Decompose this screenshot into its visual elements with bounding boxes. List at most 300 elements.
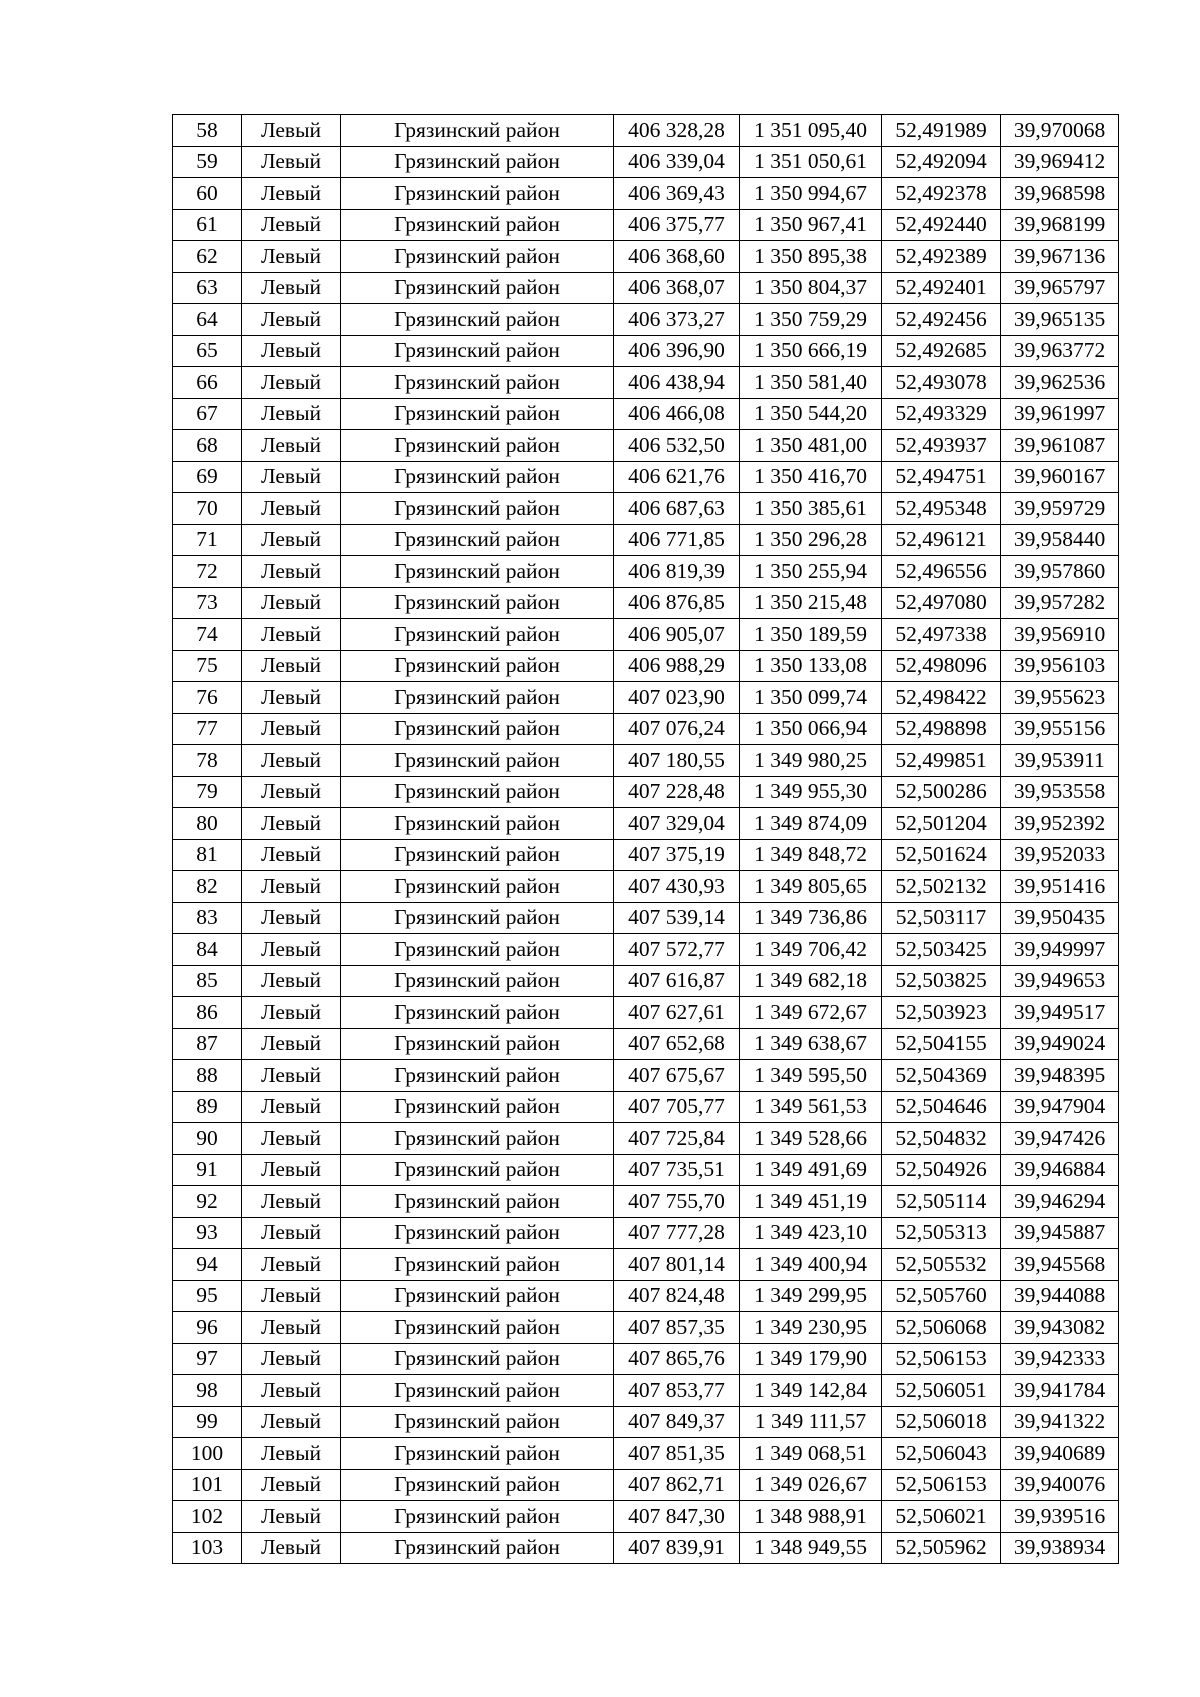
latitude-cell: 52,503825: [882, 965, 1001, 997]
point-number-cell: 83: [173, 902, 242, 934]
district-cell: Грязинский район: [341, 745, 614, 777]
y-coordinate-cell: 1 349 451,19: [740, 1186, 882, 1218]
table-row: [173, 902, 1119, 934]
x-coordinate-cell: 406 438,94: [614, 367, 740, 399]
x-coordinate-cell: 407 572,77: [614, 934, 740, 966]
y-coordinate-cell: 1 349 400,94: [740, 1249, 882, 1281]
latitude-cell: 52,492378: [882, 178, 1001, 210]
district-cell: Грязинский район: [341, 556, 614, 588]
table-row: [173, 304, 1119, 336]
point-number-cell: 102: [173, 1501, 242, 1533]
latitude-cell: 52,503923: [882, 997, 1001, 1029]
table-row: [173, 556, 1119, 588]
x-coordinate-cell: 407 023,90: [614, 682, 740, 714]
side-cell: Левый: [242, 524, 341, 556]
point-number-cell: 85: [173, 965, 242, 997]
longitude-cell: 39,940689: [1001, 1438, 1119, 1470]
district-cell: Грязинский район: [341, 1280, 614, 1312]
longitude-cell: 39,968598: [1001, 178, 1119, 210]
table-row: [173, 1501, 1119, 1533]
x-coordinate-cell: 407 755,70: [614, 1186, 740, 1218]
longitude-cell: 39,938934: [1001, 1532, 1119, 1564]
district-cell: Грязинский район: [341, 619, 614, 651]
side-cell: Левый: [242, 745, 341, 777]
side-cell: Левый: [242, 1249, 341, 1281]
y-coordinate-cell: 1 350 804,37: [740, 272, 882, 304]
side-cell: Левый: [242, 1028, 341, 1060]
y-coordinate-cell: 1 349 561,53: [740, 1091, 882, 1123]
side-cell: Левый: [242, 1312, 341, 1344]
table-row: [173, 524, 1119, 556]
point-number-cell: 87: [173, 1028, 242, 1060]
x-coordinate-cell: 407 865,76: [614, 1343, 740, 1375]
table-row: [173, 1312, 1119, 1344]
table-row: [173, 808, 1119, 840]
y-coordinate-cell: 1 349 299,95: [740, 1280, 882, 1312]
y-coordinate-cell: 1 349 595,50: [740, 1060, 882, 1092]
point-number-cell: 92: [173, 1186, 242, 1218]
table-row: [173, 1091, 1119, 1123]
side-cell: Левый: [242, 682, 341, 714]
y-coordinate-cell: 1 349 638,67: [740, 1028, 882, 1060]
latitude-cell: 52,491989: [882, 115, 1001, 147]
x-coordinate-cell: 406 687,63: [614, 493, 740, 525]
y-coordinate-cell: 1 350 189,59: [740, 619, 882, 651]
table-row: [173, 1217, 1119, 1249]
point-number-cell: 62: [173, 241, 242, 273]
x-coordinate-cell: 407 839,91: [614, 1532, 740, 1564]
y-coordinate-cell: 1 350 895,38: [740, 241, 882, 273]
longitude-cell: 39,944088: [1001, 1280, 1119, 1312]
x-coordinate-cell: 407 847,30: [614, 1501, 740, 1533]
point-number-cell: 65: [173, 335, 242, 367]
point-number-cell: 74: [173, 619, 242, 651]
table-row: [173, 146, 1119, 178]
district-cell: Грязинский район: [341, 209, 614, 241]
point-number-cell: 73: [173, 587, 242, 619]
y-coordinate-cell: 1 349 423,10: [740, 1217, 882, 1249]
x-coordinate-cell: 406 368,07: [614, 272, 740, 304]
longitude-cell: 39,952033: [1001, 839, 1119, 871]
table-row: [173, 839, 1119, 871]
side-cell: Левый: [242, 1091, 341, 1123]
point-number-cell: 96: [173, 1312, 242, 1344]
x-coordinate-cell: 407 862,71: [614, 1469, 740, 1501]
district-cell: Грязинский район: [341, 1532, 614, 1564]
y-coordinate-cell: 1 349 068,51: [740, 1438, 882, 1470]
latitude-cell: 52,494751: [882, 461, 1001, 493]
latitude-cell: 52,503425: [882, 934, 1001, 966]
longitude-cell: 39,945568: [1001, 1249, 1119, 1281]
y-coordinate-cell: 1 349 111,57: [740, 1406, 882, 1438]
y-coordinate-cell: 1 350 544,20: [740, 398, 882, 430]
y-coordinate-cell: 1 350 099,74: [740, 682, 882, 714]
side-cell: Левый: [242, 556, 341, 588]
point-number-cell: 82: [173, 871, 242, 903]
side-cell: Левый: [242, 808, 341, 840]
y-coordinate-cell: 1 350 215,48: [740, 587, 882, 619]
x-coordinate-cell: 406 532,50: [614, 430, 740, 462]
district-cell: Грязинский район: [341, 1123, 614, 1155]
latitude-cell: 52,506018: [882, 1406, 1001, 1438]
district-cell: Грязинский район: [341, 1501, 614, 1533]
longitude-cell: 39,946884: [1001, 1154, 1119, 1186]
side-cell: Левый: [242, 1343, 341, 1375]
longitude-cell: 39,970068: [1001, 115, 1119, 147]
longitude-cell: 39,967136: [1001, 241, 1119, 273]
x-coordinate-cell: 406 375,77: [614, 209, 740, 241]
side-cell: Левый: [242, 493, 341, 525]
side-cell: Левый: [242, 713, 341, 745]
latitude-cell: 52,492389: [882, 241, 1001, 273]
latitude-cell: 52,506153: [882, 1343, 1001, 1375]
point-number-cell: 67: [173, 398, 242, 430]
y-coordinate-cell: 1 349 491,69: [740, 1154, 882, 1186]
x-coordinate-cell: 407 652,68: [614, 1028, 740, 1060]
longitude-cell: 39,949024: [1001, 1028, 1119, 1060]
x-coordinate-cell: 407 076,24: [614, 713, 740, 745]
side-cell: Левый: [242, 335, 341, 367]
district-cell: Грязинский район: [341, 1060, 614, 1092]
y-coordinate-cell: 1 349 682,18: [740, 965, 882, 997]
point-number-cell: 95: [173, 1280, 242, 1312]
x-coordinate-cell: 407 430,93: [614, 871, 740, 903]
latitude-cell: 52,505962: [882, 1532, 1001, 1564]
district-cell: Грязинский район: [341, 272, 614, 304]
latitude-cell: 52,501624: [882, 839, 1001, 871]
table-row: [173, 272, 1119, 304]
district-cell: Грязинский район: [341, 493, 614, 525]
longitude-cell: 39,958440: [1001, 524, 1119, 556]
district-cell: Грязинский район: [341, 1154, 614, 1186]
longitude-cell: 39,959729: [1001, 493, 1119, 525]
x-coordinate-cell: 406 876,85: [614, 587, 740, 619]
longitude-cell: 39,940076: [1001, 1469, 1119, 1501]
table-row: [173, 1280, 1119, 1312]
latitude-cell: 52,502132: [882, 871, 1001, 903]
side-cell: Левый: [242, 997, 341, 1029]
table-row: [173, 745, 1119, 777]
district-cell: Грязинский район: [341, 902, 614, 934]
district-cell: Грязинский район: [341, 1438, 614, 1470]
y-coordinate-cell: 1 350 385,61: [740, 493, 882, 525]
side-cell: Левый: [242, 1060, 341, 1092]
side-cell: Левый: [242, 304, 341, 336]
x-coordinate-cell: 407 539,14: [614, 902, 740, 934]
latitude-cell: 52,492440: [882, 209, 1001, 241]
district-cell: Грязинский район: [341, 367, 614, 399]
x-coordinate-cell: 406 905,07: [614, 619, 740, 651]
y-coordinate-cell: 1 349 528,66: [740, 1123, 882, 1155]
x-coordinate-cell: 407 849,37: [614, 1406, 740, 1438]
point-number-cell: 58: [173, 115, 242, 147]
x-coordinate-cell: 407 329,04: [614, 808, 740, 840]
x-coordinate-cell: 407 857,35: [614, 1312, 740, 1344]
district-cell: Грязинский район: [341, 713, 614, 745]
y-coordinate-cell: 1 349 230,95: [740, 1312, 882, 1344]
point-number-cell: 88: [173, 1060, 242, 1092]
longitude-cell: 39,960167: [1001, 461, 1119, 493]
latitude-cell: 52,505532: [882, 1249, 1001, 1281]
table-row: [173, 1028, 1119, 1060]
side-cell: Левый: [242, 398, 341, 430]
y-coordinate-cell: 1 349 026,67: [740, 1469, 882, 1501]
longitude-cell: 39,968199: [1001, 209, 1119, 241]
district-cell: Грязинский район: [341, 524, 614, 556]
y-coordinate-cell: 1 350 416,70: [740, 461, 882, 493]
x-coordinate-cell: 406 466,08: [614, 398, 740, 430]
latitude-cell: 52,504369: [882, 1060, 1001, 1092]
district-cell: Грязинский район: [341, 587, 614, 619]
y-coordinate-cell: 1 349 805,65: [740, 871, 882, 903]
longitude-cell: 39,949997: [1001, 934, 1119, 966]
table-row: [173, 398, 1119, 430]
x-coordinate-cell: 407 180,55: [614, 745, 740, 777]
district-cell: Грязинский район: [341, 430, 614, 462]
y-coordinate-cell: 1 349 706,42: [740, 934, 882, 966]
district-cell: Грязинский район: [341, 461, 614, 493]
latitude-cell: 52,498898: [882, 713, 1001, 745]
longitude-cell: 39,950435: [1001, 902, 1119, 934]
x-coordinate-cell: 407 725,84: [614, 1123, 740, 1155]
latitude-cell: 52,501204: [882, 808, 1001, 840]
longitude-cell: 39,948395: [1001, 1060, 1119, 1092]
point-number-cell: 60: [173, 178, 242, 210]
table-row: [173, 1406, 1119, 1438]
x-coordinate-cell: 406 988,29: [614, 650, 740, 682]
district-cell: Грязинский район: [341, 650, 614, 682]
side-cell: Левый: [242, 461, 341, 493]
latitude-cell: 52,493329: [882, 398, 1001, 430]
side-cell: Левый: [242, 178, 341, 210]
y-coordinate-cell: 1 349 980,25: [740, 745, 882, 777]
longitude-cell: 39,957282: [1001, 587, 1119, 619]
latitude-cell: 52,497338: [882, 619, 1001, 651]
table-row: [173, 871, 1119, 903]
side-cell: Левый: [242, 1123, 341, 1155]
side-cell: Левый: [242, 1186, 341, 1218]
point-number-cell: 100: [173, 1438, 242, 1470]
side-cell: Левый: [242, 241, 341, 273]
table-row: [173, 997, 1119, 1029]
y-coordinate-cell: 1 350 255,94: [740, 556, 882, 588]
point-number-cell: 84: [173, 934, 242, 966]
table-row: [173, 1186, 1119, 1218]
table-row: [173, 682, 1119, 714]
table-row: [173, 619, 1119, 651]
latitude-cell: 52,496556: [882, 556, 1001, 588]
table-row: [173, 461, 1119, 493]
longitude-cell: 39,952392: [1001, 808, 1119, 840]
district-cell: Грязинский район: [341, 871, 614, 903]
point-number-cell: 89: [173, 1091, 242, 1123]
district-cell: Грязинский район: [341, 1028, 614, 1060]
longitude-cell: 39,962536: [1001, 367, 1119, 399]
x-coordinate-cell: 407 705,77: [614, 1091, 740, 1123]
point-number-cell: 59: [173, 146, 242, 178]
point-number-cell: 99: [173, 1406, 242, 1438]
table-row: [173, 587, 1119, 619]
x-coordinate-cell: 406 819,39: [614, 556, 740, 588]
latitude-cell: 52,492456: [882, 304, 1001, 336]
point-number-cell: 75: [173, 650, 242, 682]
x-coordinate-cell: 407 675,67: [614, 1060, 740, 1092]
latitude-cell: 52,500286: [882, 776, 1001, 808]
longitude-cell: 39,951416: [1001, 871, 1119, 903]
latitude-cell: 52,504155: [882, 1028, 1001, 1060]
y-coordinate-cell: 1 349 874,09: [740, 808, 882, 840]
district-cell: Грязинский район: [341, 1312, 614, 1344]
table-row: [173, 1438, 1119, 1470]
point-number-cell: 76: [173, 682, 242, 714]
table-row: [173, 965, 1119, 997]
x-coordinate-cell: 407 777,28: [614, 1217, 740, 1249]
district-cell: Грязинский район: [341, 839, 614, 871]
latitude-cell: 52,505313: [882, 1217, 1001, 1249]
x-coordinate-cell: 406 396,90: [614, 335, 740, 367]
x-coordinate-cell: 407 735,51: [614, 1154, 740, 1186]
y-coordinate-cell: 1 350 967,41: [740, 209, 882, 241]
side-cell: Левый: [242, 1154, 341, 1186]
y-coordinate-cell: 1 350 133,08: [740, 650, 882, 682]
x-coordinate-cell: 406 368,60: [614, 241, 740, 273]
y-coordinate-cell: 1 351 095,40: [740, 115, 882, 147]
side-cell: Левый: [242, 587, 341, 619]
latitude-cell: 52,493937: [882, 430, 1001, 462]
longitude-cell: 39,965135: [1001, 304, 1119, 336]
longitude-cell: 39,946294: [1001, 1186, 1119, 1218]
district-cell: Грязинский район: [341, 1406, 614, 1438]
x-coordinate-cell: 407 228,48: [614, 776, 740, 808]
district-cell: Грязинский район: [341, 398, 614, 430]
latitude-cell: 52,492094: [882, 146, 1001, 178]
table-row: [173, 335, 1119, 367]
x-coordinate-cell: 406 328,28: [614, 115, 740, 147]
latitude-cell: 52,498422: [882, 682, 1001, 714]
side-cell: Левый: [242, 934, 341, 966]
x-coordinate-cell: 407 375,19: [614, 839, 740, 871]
latitude-cell: 52,497080: [882, 587, 1001, 619]
point-number-cell: 79: [173, 776, 242, 808]
district-cell: Грязинский район: [341, 146, 614, 178]
district-cell: Грязинский район: [341, 304, 614, 336]
side-cell: Левый: [242, 430, 341, 462]
y-coordinate-cell: 1 351 050,61: [740, 146, 882, 178]
x-coordinate-cell: 407 824,48: [614, 1280, 740, 1312]
district-cell: Грязинский район: [341, 776, 614, 808]
side-cell: Левый: [242, 650, 341, 682]
point-number-cell: 98: [173, 1375, 242, 1407]
y-coordinate-cell: 1 350 581,40: [740, 367, 882, 399]
side-cell: Левый: [242, 1532, 341, 1564]
side-cell: Левый: [242, 902, 341, 934]
y-coordinate-cell: 1 349 142,84: [740, 1375, 882, 1407]
point-number-cell: 72: [173, 556, 242, 588]
table-row: [173, 1154, 1119, 1186]
latitude-cell: 52,505760: [882, 1280, 1001, 1312]
table-row: [173, 430, 1119, 462]
district-cell: Грязинский район: [341, 241, 614, 273]
x-coordinate-cell: 406 771,85: [614, 524, 740, 556]
y-coordinate-cell: 1 350 994,67: [740, 178, 882, 210]
latitude-cell: 52,504832: [882, 1123, 1001, 1155]
y-coordinate-cell: 1 349 736,86: [740, 902, 882, 934]
district-cell: Грязинский район: [341, 1186, 614, 1218]
x-coordinate-cell: 406 339,04: [614, 146, 740, 178]
point-number-cell: 94: [173, 1249, 242, 1281]
latitude-cell: 52,493078: [882, 367, 1001, 399]
side-cell: Левый: [242, 1406, 341, 1438]
side-cell: Левый: [242, 1438, 341, 1470]
district-cell: Грязинский район: [341, 1469, 614, 1501]
y-coordinate-cell: 1 350 296,28: [740, 524, 882, 556]
x-coordinate-cell: 407 851,35: [614, 1438, 740, 1470]
latitude-cell: 52,504646: [882, 1091, 1001, 1123]
coordinates-table: [172, 114, 1119, 1564]
y-coordinate-cell: 1 350 481,00: [740, 430, 882, 462]
y-coordinate-cell: 1 348 988,91: [740, 1501, 882, 1533]
point-number-cell: 80: [173, 808, 242, 840]
y-coordinate-cell: 1 350 066,94: [740, 713, 882, 745]
district-cell: Грязинский район: [341, 934, 614, 966]
latitude-cell: 52,505114: [882, 1186, 1001, 1218]
longitude-cell: 39,956910: [1001, 619, 1119, 651]
point-number-cell: 81: [173, 839, 242, 871]
side-cell: Левый: [242, 1280, 341, 1312]
table-row: [173, 650, 1119, 682]
point-number-cell: 66: [173, 367, 242, 399]
point-number-cell: 101: [173, 1469, 242, 1501]
table-row: [173, 1343, 1119, 1375]
y-coordinate-cell: 1 349 672,67: [740, 997, 882, 1029]
district-cell: Грязинский район: [341, 178, 614, 210]
longitude-cell: 39,949517: [1001, 997, 1119, 1029]
longitude-cell: 39,955156: [1001, 713, 1119, 745]
table-row: [173, 1469, 1119, 1501]
table-row: [173, 241, 1119, 273]
latitude-cell: 52,506051: [882, 1375, 1001, 1407]
side-cell: Левый: [242, 1217, 341, 1249]
point-number-cell: 86: [173, 997, 242, 1029]
point-number-cell: 93: [173, 1217, 242, 1249]
side-cell: Левый: [242, 146, 341, 178]
table-row: [173, 493, 1119, 525]
point-number-cell: 63: [173, 272, 242, 304]
longitude-cell: 39,947904: [1001, 1091, 1119, 1123]
latitude-cell: 52,506043: [882, 1438, 1001, 1470]
table-row: [173, 1060, 1119, 1092]
longitude-cell: 39,941322: [1001, 1406, 1119, 1438]
longitude-cell: 39,953911: [1001, 745, 1119, 777]
side-cell: Левый: [242, 965, 341, 997]
longitude-cell: 39,965797: [1001, 272, 1119, 304]
x-coordinate-cell: 407 801,14: [614, 1249, 740, 1281]
latitude-cell: 52,496121: [882, 524, 1001, 556]
point-number-cell: 64: [173, 304, 242, 336]
table-row: [173, 934, 1119, 966]
x-coordinate-cell: 406 621,76: [614, 461, 740, 493]
longitude-cell: 39,949653: [1001, 965, 1119, 997]
y-coordinate-cell: 1 350 666,19: [740, 335, 882, 367]
point-number-cell: 69: [173, 461, 242, 493]
point-number-cell: 103: [173, 1532, 242, 1564]
district-cell: Грязинский район: [341, 1249, 614, 1281]
longitude-cell: 39,942333: [1001, 1343, 1119, 1375]
side-cell: Левый: [242, 367, 341, 399]
table-row: [173, 1532, 1119, 1564]
x-coordinate-cell: 406 369,43: [614, 178, 740, 210]
side-cell: Левый: [242, 1375, 341, 1407]
